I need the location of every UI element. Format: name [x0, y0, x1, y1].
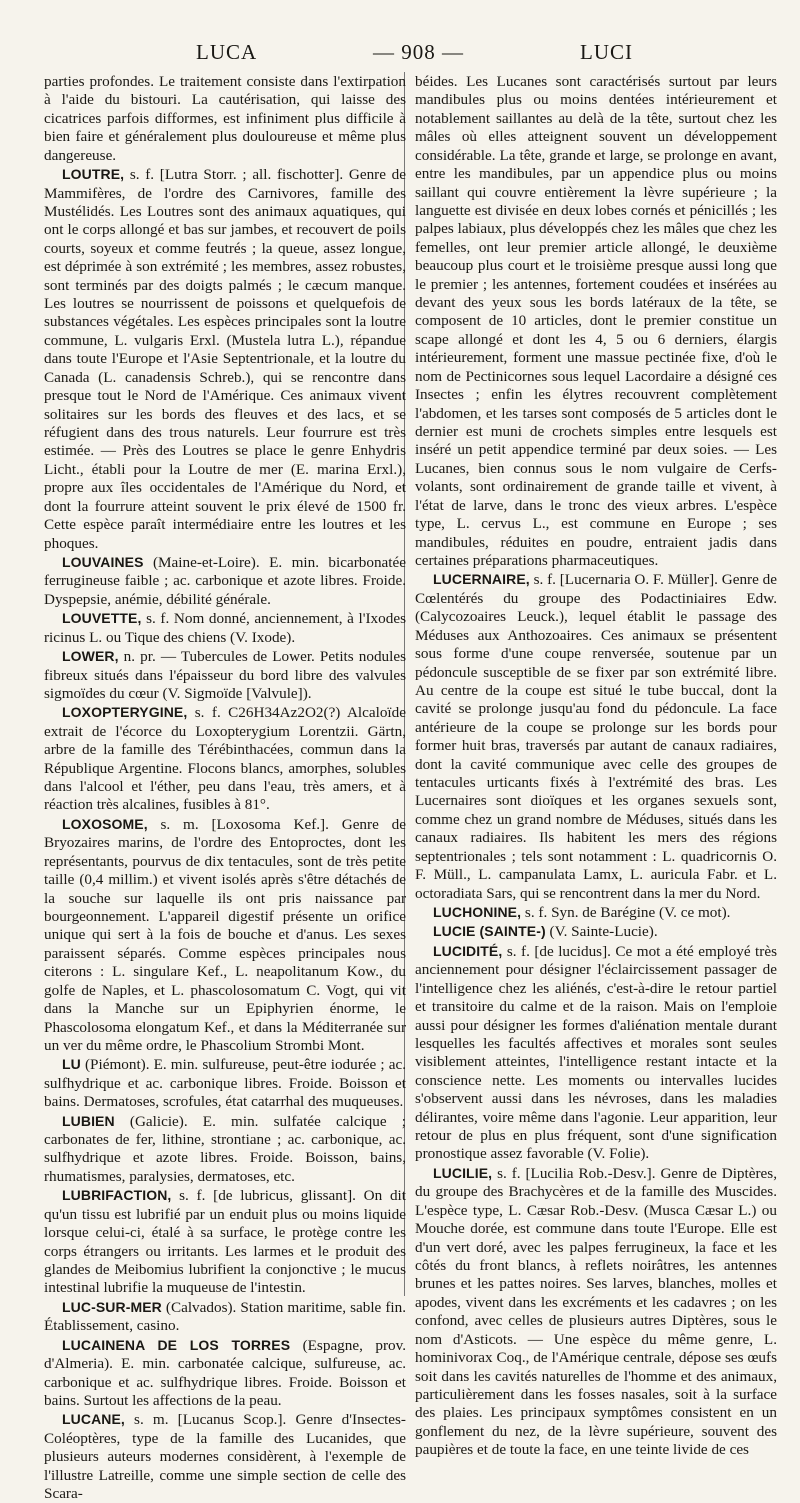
entry-loxosome: [44, 815, 406, 1055]
entry-text: (V. Sainte-Lucie).: [545, 923, 658, 941]
headword: LUCERNAIRE,: [433, 571, 530, 588]
entry-text: s. m. [Loxosoma Kef.]. Genre de Bryozaires marins, de l'ordre des Entoproctes, dont les représentants, pourvus de dix tentacules, sont de très petite taille (0,4 millim.) et vivent isolés après s'être détachés de la souche sur laquelle ils ont pris naissance par bourgeonnement. L'appareil digestif présente un orifice unique qui sert à la fois de bouche et d'anus. Les sexes paraissent séparés. Comme espèces principales nous citerons : L. singulare Kef., L. neapolitanum Kow., du golfe de Naples, et L. phascolosomatum C. Vogt, qui vit dans la Manche sur un Epiphyrien énorme, le Phascolosoma elongatum Kef., et dans la Méditerranée sur un ver du même ordre, le Phascolium Strombi Mont.: [44, 815, 406, 1054]
headword: LOXOSOME,: [62, 815, 148, 832]
entry-continuation: [44, 73, 406, 165]
entry-text: n. pr. — Tubercules de Lower. Petits nodules fibreux situés dans l'épaisseur du bord libre des valvules sigmoïdes du cœur (V. Sigmoïde [Valvule]).: [44, 648, 406, 702]
headword: LUCAINENA DE LOS TORRES: [62, 1336, 291, 1353]
entry-text: s. f. [de lucidus]. Ce mot a été employé très anciennement pour désigner l'éclaircissement passager de l'intelligence chez les aliénés, c'est-à-dire le retour partiel et transitoire du calme et de la raison. Mais on l'emploie aussi pour désigner les formes d'aliénation mentale durant lesquelles les facultés affectives et morales sont seules visiblement atteintes, l'intelligence restant intacte et la conscience nette. Les moments ou intervalles lucides s'observent aussi dans les névroses, dans les maladies délirantes, voire même dans l'agonie. Leur apparition, leur retour de plus en plus fréquent, sont d'une signification pronostique assez favorable (V. Folie).: [415, 942, 777, 1163]
headword: LUBIEN: [62, 1112, 115, 1129]
running-header: [48, 40, 760, 70]
entry-text: béides. Les Lucanes sont caractérisés surtout par leurs mandibules plus ou moins dentées intérieurement et notablement saillantes au delà de la tête, surtout chez les mâles où elles atteignent souvent un développement considérable. La tête, grande et large, se prolonge en avant, entre les mandibules, par un appendice plus ou moins saillant qui couvre entièrement la lèvre supérieure ; la languette est divisée en deux lobes cornés et pénicillés ; les palpes labiaux, plus développés chez les mâles que chez les femelles, ont leur premier article allongé, le deuxième beaucoup plus court et le troisième presque aussi long que le premier ; les antennes, fortement coudées et insérées au devant des yeux sous les bords latéraux de la tête, se composent de 10 articles, dont le premier constitue un scape allongé et dont les 4, 5 ou 6 derniers, élargis intérieurement, forment une massue pectinée fixe, d'où le nom de Pectinicornes sous lequel Lacordaire a désigné ces Insectes ; enfin les élytres recouvrent complètement l'abdomen, et les tarses sont composés de 5 articles dont le dernier est muni de crochets simples entre lesquels est inséré un petit appendice terminé par deux soies. — Les Lucanes, bien connus sous le nom vulgaire de Cerfs-volants, sont ordinairement de grande taille et vivent, à l'état de larve, dans le tronc des vieux arbres. L'espèce type, L. cervus L., est commune en Europe ; ses mandibules, réduites en poudre, entraient jadis dans certaines préparations pharmaceutiques.: [415, 73, 777, 569]
entry-text: parties profondes. Le traitement consiste dans l'extirpation à l'aide du bistouri. La cautérisation, qui laisse des cicatrices parfois difformes, est infiniment plus difficile à bien faire et généralement plus douloureuse et même plus dangereuse.: [44, 73, 406, 164]
headword: LUCANE,: [62, 1411, 125, 1428]
headword: LOUVETTE,: [62, 610, 142, 627]
entry-text: s. f. Nom donné, anciennement, à l'Ixodes ricinus L. ou Tique des chiens (V. Ixode).: [44, 610, 406, 646]
entry-text: s. f. [Lutra Storr. ; all. fischotter]. Genre de Mammifères, de l'ordre des Carnivores, famille des Mustélidés. Les Loutres sont des animaux aquatiques, qui ont le corps allongé et bas sur jambes, et recouvert de poils courts, soyeux et comme feutrés ; la queue, assez longue, est déprimée à son extrémité ; les membres, assez robustes, sont terminés par des doigts palmés ; le cæcum manque. Les loutres se nourrissent de poissons et quelquefois de substances végétales. Les espèces principales sont la loutre commune, L. vulgaris Erxl. (Mustela lutra L.), répandue dans toute l'Europe et l'Asie Septentrionale, et la loutre du Canada (L. canadensis Schreb.), qui se rencontre dans presque tout le Nord de l'Amérique. Ces animaux vivent solitaires sur les bords des fleuves et des lacs, et se réfugient dans des trous naturels. Leur fourrure est très estimée. — Près des Loutres se place le genre Enhydris Licht., établi pour la Loutre de mer (E. marina Erxl.), propre aux îles occidentales de l'Amérique du Nord, et dont la fourrure atteint souvent le prix élevé de 1500 fr. Cette espèce paraît intermédiaire entre les loutres et les phoques.: [44, 166, 406, 552]
page-number: — 908 —: [373, 40, 464, 64]
headword: LUCHONINE,: [433, 903, 522, 920]
entry-lucilie: [415, 1164, 777, 1460]
headword: LU: [62, 1056, 81, 1073]
entry-lucie: [415, 922, 777, 941]
header-left-guideword: LUCA: [196, 40, 258, 64]
entry-text: s. f. C26H34Az2O2(?) Alcaloïde extrait de l'écorce du Loxopterygium Lorentzii. Gärtn, arbre de la famille des Térébinthacées, commun dans la République Argentine. Flocons blancs, amorphes, solubles dans l'alcool et l'éther, peu dans l'eau, très amers, et à réaction très alcalines, fusibles à 81°.: [44, 704, 406, 814]
entry-text: (Galicie). E. min. sulfatée calcique ; carbonates de fer, lithine, strontiane ; ac. carbonique, ac. sulfhydrique et azote libres. Froide. Boisson, bains, rhumatismes, paralysies, dermatoses, etc.: [44, 1112, 406, 1185]
entry-lubrifaction: [44, 1186, 406, 1298]
entry-louvette: [44, 609, 406, 647]
headword: LUC-SUR-MER: [62, 1298, 162, 1315]
entry-lubien: [44, 1112, 406, 1187]
headword: LOUTRE,: [62, 166, 125, 183]
headword: LUCIE (SAINTE-): [433, 923, 546, 940]
entry-luc-sur-mer: [44, 1298, 406, 1336]
entry-lu: [44, 1055, 406, 1111]
entry-continuation: [415, 73, 777, 570]
entry-luchonine: [415, 903, 777, 922]
entry-loxopterygine: [44, 703, 406, 815]
entry-lower: [44, 647, 406, 703]
entry-lucane: [44, 1410, 406, 1503]
headword: LUCILIE,: [433, 1164, 493, 1181]
entry-text: s. f. Syn. de Barégine (V. ce mot).: [521, 903, 731, 921]
entry-lucidite: [415, 942, 777, 1164]
entry-text: (Piémont). E. min. sulfureuse, peut-être iodurée ; ac. sulfhydrique et ac. carbonique libres. Froide. Boisson et bains. Dermatoses, scrofules, état catarrhal des muqueuses.: [44, 1056, 406, 1111]
headword: LUCIDITÉ,: [433, 942, 503, 959]
entry-lucernaire: [415, 570, 777, 903]
entry-lucainena: [44, 1336, 406, 1411]
headword: LOWER,: [62, 648, 119, 665]
entry-text: (Calvados). Station maritime, sable fin. Établissement, casino.: [44, 1298, 406, 1335]
entry-text: s. f. [de lubricus, glissant]. On dit qu'un tissu est lubrifié par un enduit plus ou moins liquide lorsque celui-ci, étalé à sa surface, le protège contre les corps étrangers ou irritants. Les larmes et le produit des glandes de Meibomius lubrifient la conjonctive ; le mucus intestinal lubrifie la muqueuse de l'intestin.: [44, 1187, 406, 1297]
header-right-guideword: LUCI: [580, 40, 633, 64]
headword: LUBRIFACTION,: [62, 1187, 172, 1204]
right-column: [415, 73, 777, 1460]
entry-text: s. f. [Lucernaria O. F. Müller]. Genre de Cœlentérés du groupe des Podactiniaires Edw. (Calycozoaires Leuck.), lequel établit le passage des Méduses aux Anthozoaires. Ces animaux se présentent sous forme d'une coupe renversée, soutenue par un pédoncule susceptible de se fixer par son extrémité libre. Au centre de la coupe est situé le tube buccal, dont la cavité se prolonge jusqu'au fond du pédoncule. La face antérieure de la coupe se prolonge sur les bords pour former huit bras, traversés par autant de canaux radiaires, dont la cavité communique avec celle des groupes de tentacules urticants fixés à l'extrémité des bras. Les Lucernaires sont dioïques et les organes sexuels sont, comme chez un grand nombre de Méduses, situés dans les canaux radiaires. Ils habitent les mers des régions septentrionales ; tels sont notamment : L. quadricornis O. F. Müll., L. campanulata Lamx, L. auricula Fabr. et L. octoradiata Sars, qui se rencontrent dans la mer du Nord.: [415, 571, 777, 902]
entry-text: (Maine-et-Loire). E. min. bicarbonatée ferrugineuse faible ; ac. carbonique et azote libres. Froide. Dyspepsie, anémie, débilité générale.: [44, 553, 406, 608]
entry-text: s. f. [Lucilia Rob.-Desv.]. Genre de Diptères, du groupe des Brachycères et de la famille des Muscides. L'espèce type, L. Cæsar Rob.-Desv. (Musca Cæsar L.) ou Mouche dorée, est commune dans toute l'Europe. Elle est d'un vert doré, avec les palpes ferrugineux, la face et les côtés du front blancs, à reflets noirâtres, les antennes brunes et les pattes noires. Ses larves, blanches, molles et apodes, vivent dans les excréments et les cadavres ; on les confond, avec celles de plusieurs autres Diptères, sous le nom d'Asticots. — Une espèce du même genre, L. hominivorax Coq., de l'Amérique centrale, dépose ses œufs soit dans les cavités naturelles de l'homme et des animaux, particulièrement dans les fosses nasales, soit à la surface des plaies. Les principaux symptômes consistent en un gonflement du nez, de la lèvre supérieure, souvent des paupières et de toute la face, en une teinte livide de ces: [415, 1164, 777, 1459]
headword: LOXOPTERYGINE,: [62, 704, 188, 721]
entry-louvaines: [44, 553, 406, 609]
left-column: [44, 73, 406, 1503]
entry-loutre: [44, 165, 406, 553]
headword: LOUVAINES: [62, 553, 144, 570]
entry-text: (Espagne, prov. d'Almeria). E. min. carbonatée calcique, sulfureuse, ac. carbonique et ac. sulfhydrique libres. Froide. Boisson et bains. Surtout les affections de la peau.: [44, 1336, 406, 1409]
entry-text: s. m. [Lucanus Scop.]. Genre d'Insectes-Coléoptères, type de la famille des Lucanides, que plusieurs auteurs modernes considèrent, à l'exemple de l'illustre Latreille, comme une simple section de celle des Scara-: [44, 1411, 406, 1503]
